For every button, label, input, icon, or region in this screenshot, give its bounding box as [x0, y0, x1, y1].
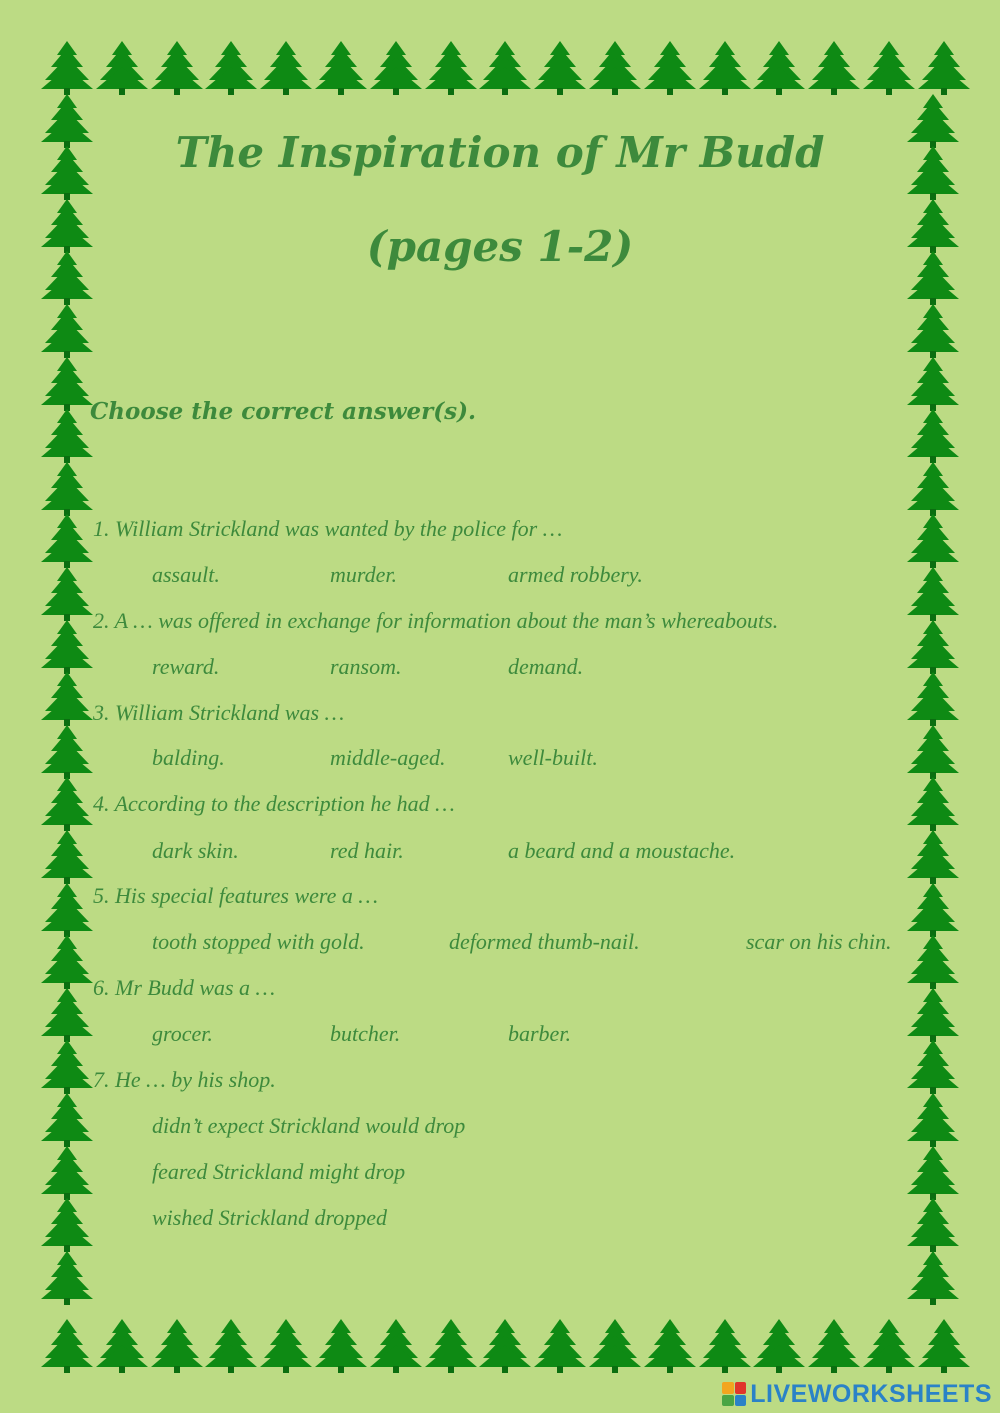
- tree-icon: [40, 882, 94, 938]
- q6-option-1[interactable]: grocer.: [152, 1021, 213, 1046]
- q1-option-3[interactable]: armed robbery.: [508, 562, 643, 587]
- q7-option-1[interactable]: didn’t expect Strickland would drop: [152, 1113, 466, 1138]
- tree-icon: [906, 1250, 960, 1306]
- tree-icon: [906, 987, 960, 1043]
- q6-option-2[interactable]: butcher.: [330, 1021, 401, 1046]
- tree-icon: [588, 1318, 642, 1374]
- q2-option-2[interactable]: ransom.: [330, 654, 402, 679]
- q3-option-1[interactable]: balding.: [152, 745, 225, 770]
- tree-icon: [40, 1250, 94, 1306]
- question-7: 7. He … by his shop.: [93, 1067, 276, 1092]
- question-5: 5. His special features were a …: [93, 883, 378, 908]
- tree-icon: [40, 356, 94, 412]
- q6-option-3[interactable]: barber.: [508, 1021, 571, 1046]
- question-3: 3. William Strickland was …: [93, 700, 345, 725]
- q3-option-2[interactable]: middle-aged.: [330, 745, 446, 770]
- q5-option-2[interactable]: deformed thumb-nail.: [449, 929, 640, 954]
- tree-icon: [906, 513, 960, 569]
- tree-icon: [906, 303, 960, 359]
- tree-icon: [906, 724, 960, 780]
- tree-icon: [314, 40, 368, 96]
- q5-option-1[interactable]: tooth stopped with gold.: [152, 929, 365, 954]
- q2-option-3[interactable]: demand.: [508, 654, 584, 679]
- tree-icon: [424, 40, 478, 96]
- tree-icon: [906, 1039, 960, 1095]
- tree-icon: [906, 356, 960, 412]
- tree-icon: [906, 619, 960, 675]
- tree-icon: [424, 1318, 478, 1374]
- page-subtitle: (pages 1-2): [366, 222, 634, 271]
- tree-icon: [40, 776, 94, 832]
- tree-icon: [698, 1318, 752, 1374]
- tree-icon: [314, 1318, 368, 1374]
- tree-icon: [533, 40, 587, 96]
- tree-icon: [204, 1318, 258, 1374]
- tree-icon: [917, 40, 971, 96]
- q1-option-2[interactable]: murder.: [330, 562, 398, 587]
- tree-icon: [40, 724, 94, 780]
- tree-icon: [862, 1318, 916, 1374]
- tree-icon: [643, 40, 697, 96]
- tree-icon: [40, 619, 94, 675]
- tree-icon: [40, 566, 94, 622]
- tree-icon: [150, 1318, 204, 1374]
- tree-icon: [906, 671, 960, 727]
- brand-text: LIVEWORKSHEETS: [750, 1379, 992, 1408]
- tree-icon: [40, 1039, 94, 1095]
- tree-icon: [95, 1318, 149, 1374]
- tree-icon: [906, 566, 960, 622]
- tree-icon: [906, 934, 960, 990]
- tree-icon: [917, 1318, 971, 1374]
- tree-icon: [259, 1318, 313, 1374]
- q7-option-3[interactable]: wished Strickland dropped: [152, 1205, 388, 1230]
- tree-icon: [40, 1197, 94, 1253]
- tree-icon: [533, 1318, 587, 1374]
- tree-icon: [40, 829, 94, 885]
- tree-icon: [906, 1145, 960, 1201]
- tree-icon: [906, 461, 960, 517]
- tree-icon: [40, 461, 94, 517]
- tree-icon: [150, 40, 204, 96]
- question-6: 6. Mr Budd was a …: [93, 975, 276, 1000]
- tree-icon: [95, 40, 149, 96]
- tree-icon: [752, 1318, 806, 1374]
- tree-icon: [40, 408, 94, 464]
- tree-icon: [588, 40, 642, 96]
- tree-icon: [643, 1318, 697, 1374]
- question-2: 2. A … was offered in exchange for information about the man’s whereabouts.: [93, 608, 779, 633]
- tree-icon: [40, 671, 94, 727]
- tree-icon: [40, 934, 94, 990]
- question-1: 1. William Strickland was wanted by the police for …: [93, 516, 563, 541]
- q3-option-3[interactable]: well-built.: [508, 745, 598, 770]
- tree-icon: [906, 882, 960, 938]
- tree-icon: [40, 987, 94, 1043]
- tree-icon: [259, 40, 313, 96]
- tree-icon: [906, 1092, 960, 1148]
- q4-option-1[interactable]: dark skin.: [152, 838, 239, 863]
- q1-option-1[interactable]: assault.: [152, 562, 220, 587]
- tree-icon: [40, 513, 94, 569]
- q5-option-3[interactable]: scar on his chin.: [746, 929, 892, 954]
- tree-icon: [478, 1318, 532, 1374]
- tree-icon: [40, 1318, 94, 1374]
- tree-icon: [752, 40, 806, 96]
- tree-icon: [478, 40, 532, 96]
- tree-icon: [807, 40, 861, 96]
- page-title: The Inspiration of Mr Budd: [175, 128, 825, 177]
- q4-option-3[interactable]: a beard and a moustache.: [508, 838, 736, 863]
- tree-icon: [698, 40, 752, 96]
- tree-icon: [862, 40, 916, 96]
- liveworksheets-brand[interactable]: [722, 1379, 992, 1409]
- q4-option-2[interactable]: red hair.: [330, 838, 404, 863]
- tree-icon: [906, 408, 960, 464]
- question-4: 4. According to the description he had …: [93, 791, 455, 816]
- q7-option-2[interactable]: feared Strickland might drop: [152, 1159, 406, 1184]
- tree-icon: [906, 776, 960, 832]
- q2-option-1[interactable]: reward.: [152, 654, 220, 679]
- tree-icon: [906, 829, 960, 885]
- tree-icon: [40, 1092, 94, 1148]
- tree-icon: [369, 1318, 423, 1374]
- tree-icon: [40, 303, 94, 359]
- tree-icon: [369, 40, 423, 96]
- tree-icon: [40, 1145, 94, 1201]
- tree-icon: [204, 40, 258, 96]
- liveworksheets-logo-icon: [722, 1382, 746, 1406]
- tree-icon: [807, 1318, 861, 1374]
- tree-icon: [906, 1197, 960, 1253]
- instruction-text: Choose the correct answer(s).: [90, 398, 476, 425]
- tree-icon: [40, 40, 94, 96]
